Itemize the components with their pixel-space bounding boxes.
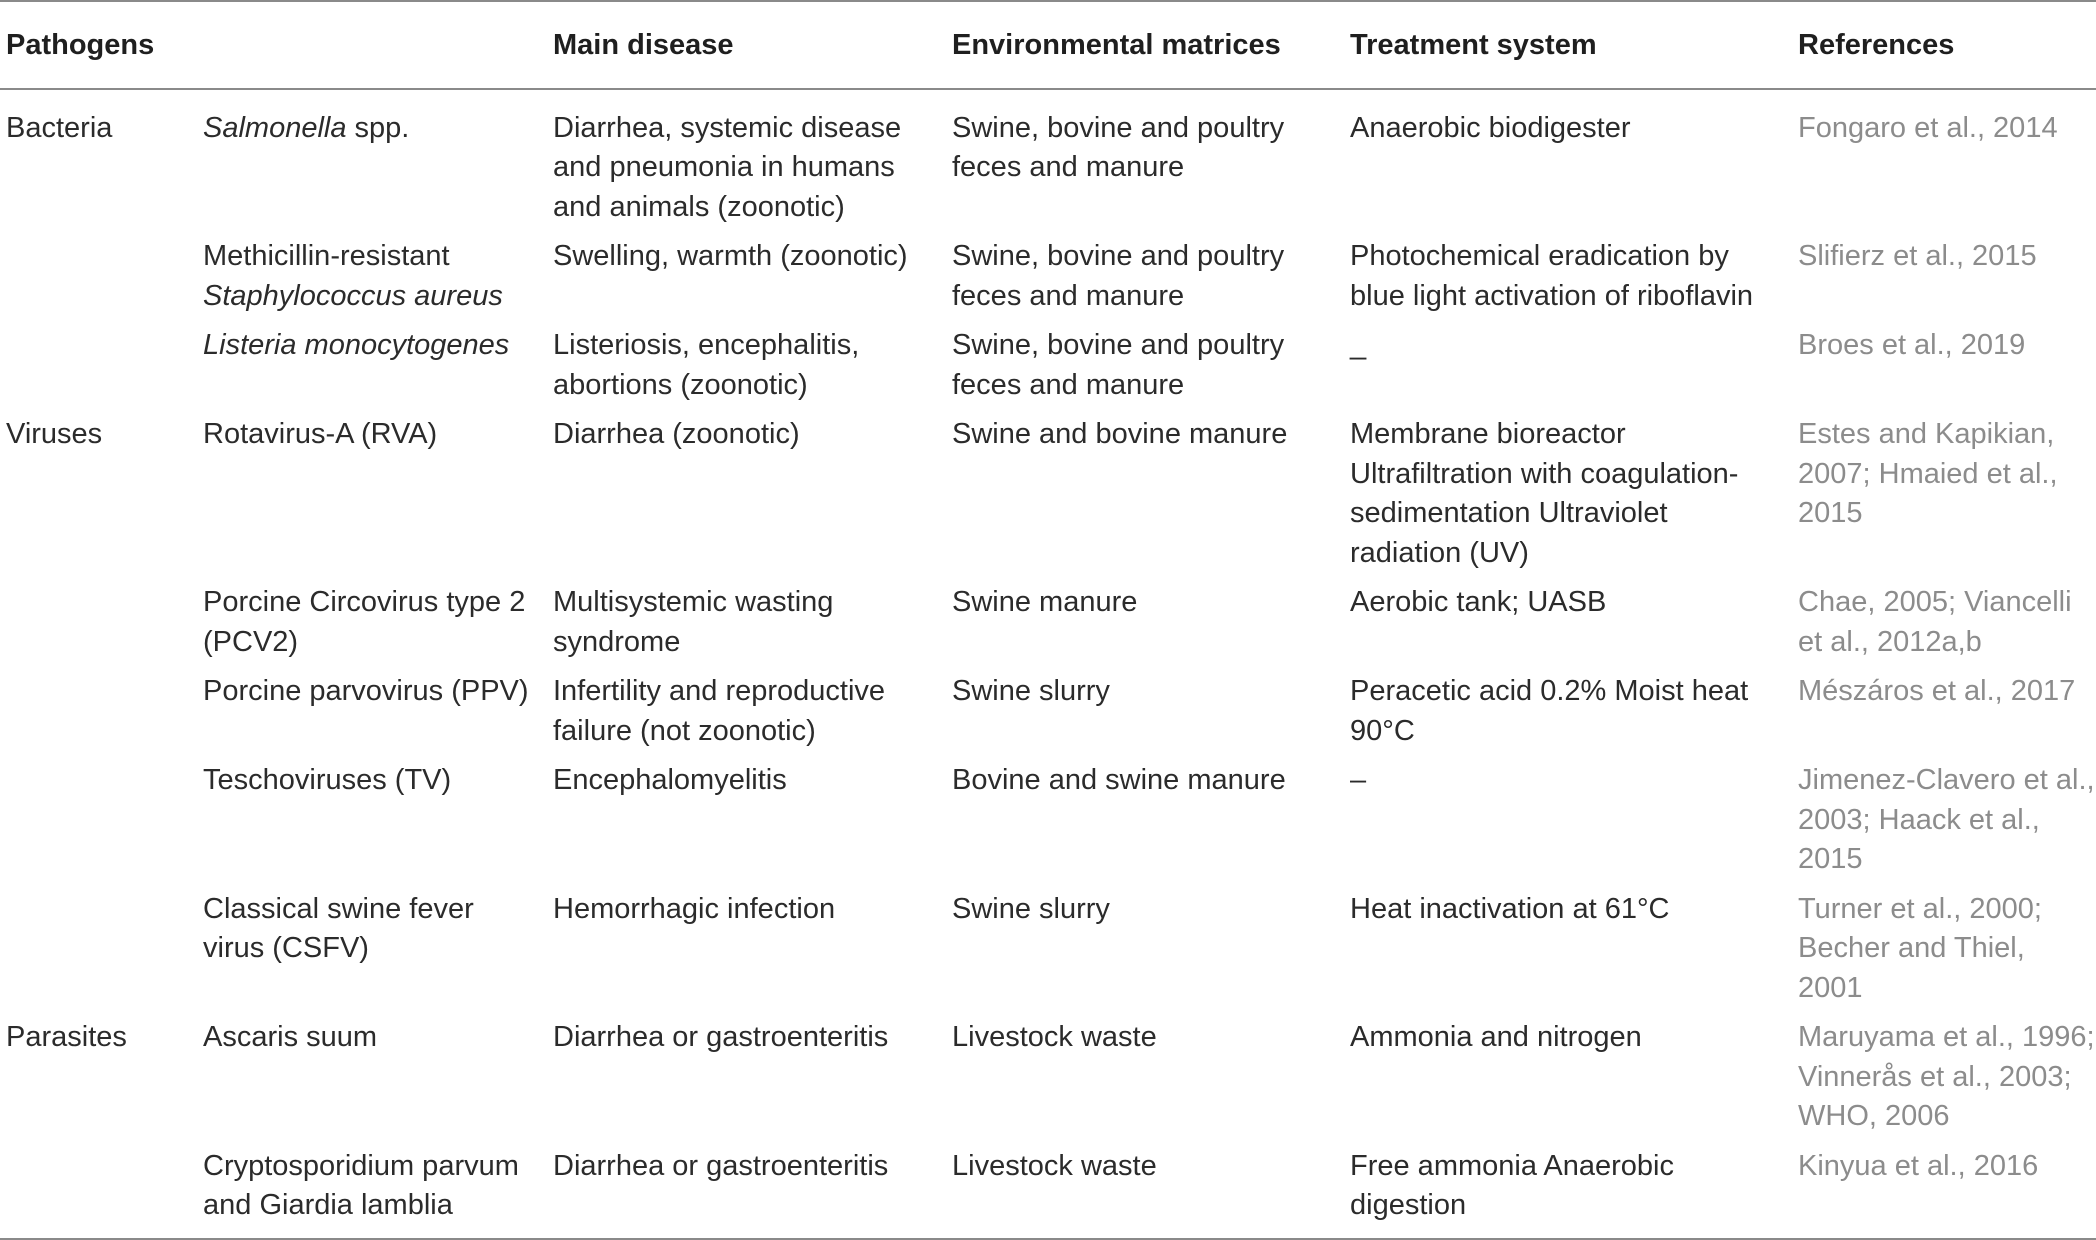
- matrices-cell: Swine, bovine and poultry feces and manure: [952, 240, 1285, 312]
- header-references: References: [1798, 29, 1955, 61]
- table-row: [0, 1147, 2096, 1239]
- pathogen-name-text: Teschoviruses (TV): [203, 764, 452, 796]
- header-pathogen-name: [203, 1, 553, 89]
- pathogen-name-text: Porcine Circovirus type 2 (PCV2): [203, 586, 526, 658]
- pathogen-cell: [203, 890, 553, 1019]
- pathogen-name-italic: Listeria monocytogenes: [203, 329, 510, 361]
- table-header: [0, 1, 2096, 89]
- matrices-cell: Swine, bovine and poultry feces and manure: [952, 111, 1285, 183]
- category-cell: Parasites: [6, 1021, 127, 1053]
- table-row: [0, 237, 2096, 326]
- pathogen-name-italic: Staphylococcus aureus: [203, 279, 503, 312]
- table-row: [0, 326, 2096, 415]
- table-row: [0, 89, 2096, 238]
- treatment-cell: Photochemical eradication by blue light activation of riboflavin: [1350, 240, 1754, 312]
- references-cell: Maruyama et al., 1996; Vinnerås et al., 2003; WHO, 2006: [1798, 1021, 2095, 1132]
- matrices-cell: Swine slurry: [952, 892, 1110, 925]
- pathogen-cell: [203, 761, 553, 890]
- category-cell: [0, 890, 203, 1019]
- treatment-cell: Membrane bioreactor Ultrafiltration with coagulation-sedimentation Ultraviolet radiation (UV): [1350, 418, 1739, 569]
- pathogen-cell: [203, 1018, 553, 1147]
- disease-cell: Diarrhea or gastroenteritis: [553, 1021, 889, 1053]
- category-cell: [0, 326, 203, 415]
- pathogen-name-text: Porcine parvovirus (PPV): [203, 675, 529, 707]
- matrices-cell: Swine manure: [952, 586, 1138, 618]
- pathogen-cell: [203, 672, 553, 761]
- matrices-cell: Swine slurry: [952, 675, 1110, 707]
- references-cell: Kinyua et al., 2016: [1798, 1149, 2039, 1182]
- category-cell: [0, 761, 203, 890]
- table-row: [0, 672, 2096, 761]
- table-row: [0, 583, 2096, 672]
- treatment-cell: Heat inactivation at 61°C: [1350, 892, 1670, 925]
- table-body: [0, 89, 2096, 1239]
- disease-cell: Diarrhea or gastroenteritis: [553, 1149, 889, 1182]
- category-cell: [0, 1147, 203, 1239]
- table-row: [0, 415, 2096, 583]
- category-cell: [0, 583, 203, 672]
- category-cell: [0, 237, 203, 326]
- table-row: [0, 890, 2096, 1019]
- references-cell: Broes et al., 2019: [1798, 329, 2026, 361]
- matrices-cell: Livestock waste: [952, 1149, 1157, 1182]
- disease-cell: Encephalomyelitis: [553, 764, 787, 796]
- pathogen-cell: [203, 415, 553, 583]
- disease-cell: Infertility and reproductive failure (not zoonotic): [553, 675, 886, 747]
- pathogen-name-text: spp.: [346, 111, 410, 144]
- references-cell: Fongaro et al., 2014: [1798, 111, 2058, 144]
- pathogen-cell: [203, 1147, 553, 1239]
- disease-cell: Listeriosis, encephalitis, abortions (zoonotic): [553, 329, 860, 401]
- pathogen-cell: [203, 237, 553, 326]
- category-cell: [0, 672, 203, 761]
- pathogen-name-text: Ascaris suum: [203, 1021, 378, 1053]
- table-row: [0, 1018, 2096, 1147]
- references-cell: Mészáros et al., 2017: [1798, 675, 2076, 707]
- disease-cell: Swelling, warmth (zoonotic): [553, 240, 908, 272]
- treatment-cell: Ammonia and nitrogen: [1350, 1021, 1642, 1053]
- references-cell: Turner et al., 2000; Becher and Thiel, 2001: [1798, 892, 2042, 1004]
- category-cell: Bacteria: [6, 111, 113, 144]
- references-cell: Slifierz et al., 2015: [1798, 240, 2037, 272]
- category-cell: Viruses: [6, 418, 103, 450]
- header-treatment-system: Treatment system: [1350, 29, 1597, 61]
- disease-cell: Hemorrhagic infection: [553, 892, 836, 925]
- pathogen-name-text: Cryptosporidium parvum and Giardia lamblia: [203, 1149, 519, 1221]
- treatment-cell: Aerobic tank; UASB: [1350, 586, 1607, 618]
- header-environmental-matrices: Environmental matrices: [952, 29, 1281, 61]
- table-row: [0, 761, 2096, 890]
- treatment-cell: –: [1350, 764, 1367, 796]
- treatment-cell: Peracetic acid 0.2% Moist heat 90°C: [1350, 675, 1749, 747]
- pathogen-name-italic: Salmonella: [203, 111, 347, 144]
- header-main-disease: Main disease: [553, 29, 734, 61]
- pathogen-cell: [203, 583, 553, 672]
- treatment-cell: _: [1350, 329, 1367, 361]
- matrices-cell: Swine, bovine and poultry feces and manure: [952, 329, 1285, 401]
- references-cell: Chae, 2005; Viancelli et al., 2012a,b: [1798, 586, 2072, 658]
- pathogen-name-text: Classical swine fever virus (CSFV): [203, 892, 474, 964]
- pathogen-cell: [203, 326, 553, 415]
- pathogen-name-text: Methicillin-resistant: [203, 240, 450, 272]
- matrices-cell: Swine and bovine manure: [952, 418, 1288, 450]
- treatment-cell: Free ammonia Anaerobic digestion: [1350, 1149, 1674, 1221]
- references-cell: Jimenez-Clavero et al., 2003; Haack et al., 2015: [1798, 764, 2095, 875]
- treatment-cell: Anaerobic biodigester: [1350, 111, 1631, 144]
- header-pathogens: Pathogens: [6, 29, 155, 61]
- pathogen-cell: [203, 89, 553, 238]
- matrices-cell: Livestock waste: [952, 1021, 1157, 1053]
- pathogen-name-text: Rotavirus-A (RVA): [203, 418, 438, 450]
- disease-cell: Multisystemic wasting syndrome: [553, 586, 834, 658]
- disease-cell: Diarrhea, systemic disease and pneumonia in humans and animals (zoonotic): [553, 111, 902, 223]
- matrices-cell: Bovine and swine manure: [952, 764, 1286, 796]
- references-cell: Estes and Kapikian, 2007; Hmaied et al., 2015: [1798, 418, 2058, 529]
- header-row: [0, 1, 2096, 89]
- disease-cell: Diarrhea (zoonotic): [553, 418, 800, 450]
